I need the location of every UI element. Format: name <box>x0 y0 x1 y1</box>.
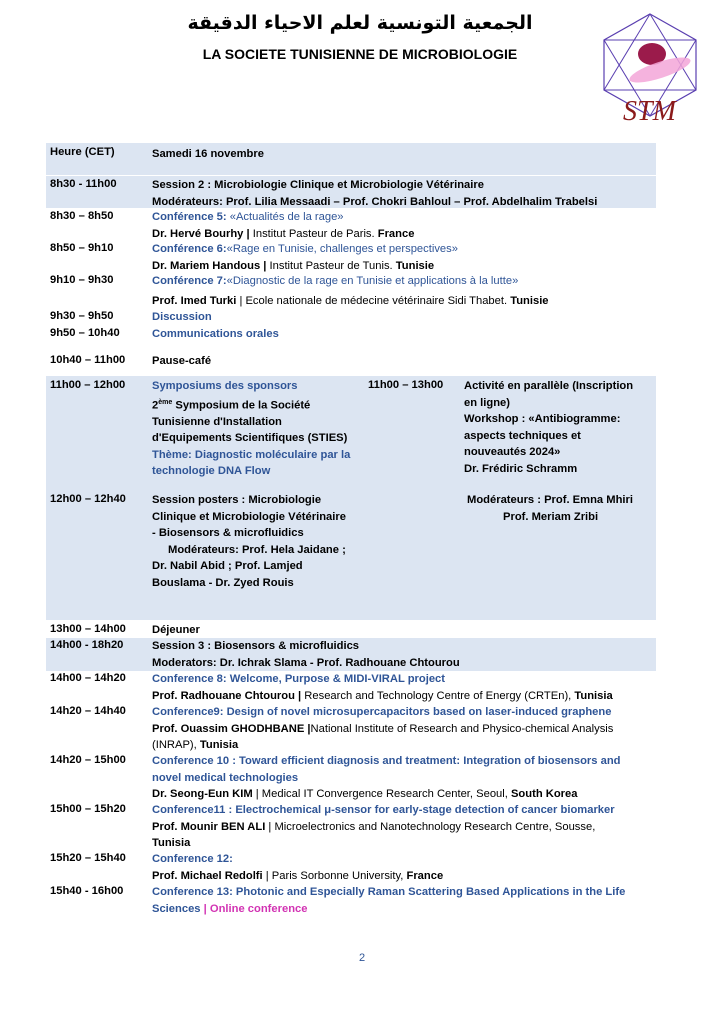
conference-6 <box>152 241 652 274</box>
symposium-description: Symposium de la Société Tunisienne d'Installation d'Equipements Scientifiques (STIES) <box>152 399 348 445</box>
table-row <box>46 622 656 639</box>
workshop-moderator-1: Modérateurs : Prof. Emna Mhiri <box>467 494 633 506</box>
table-row <box>46 671 656 704</box>
speaker: Prof. Ouassim GHODHBANE | <box>152 722 311 735</box>
speaker: Dr. Mariem Handous | <box>152 259 267 272</box>
poster-moderators: Modérateurs: Prof. Hela Jaidane ; <box>168 543 346 556</box>
table-row <box>46 753 656 803</box>
country: Tunisie <box>507 294 549 307</box>
time-cell: 9h50 – 10h40 <box>50 327 120 339</box>
online-conference-label: Online conference <box>209 902 308 915</box>
country: France <box>403 869 444 882</box>
separator: | <box>200 902 210 915</box>
parallel-activity <box>464 378 644 477</box>
workshop-speaker: Dr. Frédiric Schramm <box>464 462 578 475</box>
table-row <box>46 884 656 918</box>
time-cell: 13h00 – 14h00 <box>50 623 126 635</box>
speaker: Dr. Hervé Bourhy | <box>152 227 250 240</box>
conference-9 <box>152 704 652 754</box>
poster-session-title: Session posters : Microbiologie Clinique et Microbiologie Vétérinaire - Biosensors & microfluidics <box>152 494 346 539</box>
symposium-block <box>46 376 656 620</box>
workshop-title: Workshop : «Antibiogramme: aspects techniques et nouveautés 2024» <box>464 413 621 458</box>
session-title: Session 2 : Microbiologie Clinique et Microbiologie Vétérinaire <box>152 179 484 191</box>
table-row <box>46 273 656 311</box>
conference-label: Conférence 5: <box>152 211 227 223</box>
session-2-title <box>152 177 652 210</box>
table-row <box>46 309 656 326</box>
coffee-break: Pause-café <box>152 355 212 367</box>
poster-session <box>152 492 352 591</box>
ordinal-suffix: ème <box>158 398 173 406</box>
session-title: Session 3 : Biosensors & microfluidics <box>152 640 360 652</box>
table-row <box>46 176 656 208</box>
speaker: Prof. Michael Redolfi <box>152 869 263 882</box>
affiliation: Institut Pasteur de Tunis. <box>266 259 393 272</box>
country: Tunisia <box>196 739 239 751</box>
conference-title: «Actualités de la rage» <box>226 211 344 223</box>
conference-title: Conference 8: Welcome, Purpose & MIDI-VIRAL project <box>152 673 446 685</box>
table-row <box>46 638 656 671</box>
conference-13 <box>152 884 652 917</box>
symposium-theme: Thème: Diagnostic moléculaire par la technologie DNA Flow <box>152 448 351 478</box>
time-cell: 11h00 – 12h00 <box>50 379 126 391</box>
conference-title: Conference 12: <box>152 853 233 865</box>
country: Tunisia <box>152 837 191 849</box>
table-row <box>46 802 656 852</box>
affiliation: National Institute of Research and Physico-chemical Analysis (INRAP), <box>152 722 614 751</box>
table-row <box>46 326 656 346</box>
affiliation: | Medical IT Convergence Research Center, Seoul, <box>252 788 508 800</box>
conference-title: «Diagnostic de la rage en Tunisie et applications à la lutte» <box>226 275 519 287</box>
country: Tunisie <box>392 259 435 272</box>
oral-communications: Communications orales <box>152 328 279 340</box>
speaker: Prof. Radhouane Chtourou | <box>152 689 302 702</box>
time-cell: 14h00 - 18h20 <box>50 639 124 651</box>
time-cell: 8h50 – 9h10 <box>50 242 114 254</box>
arabic-title: الجمعية التونسية لعلم الاحياء الدقيقة <box>187 12 533 34</box>
time-cell: 9h10 – 9h30 <box>50 274 114 286</box>
day-header: Samedi 16 novembre <box>152 148 264 160</box>
symposium-title: Symposiums des sponsors <box>152 380 298 392</box>
time-cell: 14h00 – 14h20 <box>50 672 126 684</box>
table-row <box>46 353 656 373</box>
conference-11 <box>152 802 652 852</box>
conference-10 <box>152 753 652 803</box>
logo-text: STM <box>623 96 676 127</box>
workshop-moderators <box>467 492 657 525</box>
speaker: Dr. Seong-Eun KIM <box>152 788 253 800</box>
conference-12 <box>152 851 652 884</box>
conference-label: Conférence 6: <box>152 243 227 255</box>
conference-title: «Rage en Tunisie, challenges et perspectives» <box>226 243 458 255</box>
session-3 <box>152 638 652 671</box>
time-cell: 14h20 – 14h40 <box>50 705 126 717</box>
time-column-header: Heure (CET) <box>50 146 115 158</box>
page-number: 2 <box>358 952 366 964</box>
session-moderators: Moderators: Dr. Ichrak Slama - Prof. Radhouane Chtourou <box>152 656 460 669</box>
lunch: Déjeuner <box>152 624 200 636</box>
conference-8 <box>152 671 652 704</box>
table-row <box>46 851 656 884</box>
conference-title: Conference 10 : Toward efficient diagnosis and treatment: Integration of biosensors and novel medical technologies <box>152 755 621 784</box>
speaker: Prof. Mounir BEN ALI <box>152 820 266 833</box>
table-header <box>46 143 656 175</box>
society-title: LA SOCIETE TUNISIENNE DE MICROBIOLOGIE <box>202 46 518 62</box>
conference-7 <box>152 273 652 309</box>
time-cell: 9h30 – 9h50 <box>50 310 114 322</box>
conference-5 <box>152 209 652 242</box>
conference-title: Conference 13: Photonic and Especially Raman Scattering Based Applications in the Life Sciences <box>152 886 626 915</box>
conference-title: Conference9: Design of novel microsupercapacitors based on laser-induced graphene <box>152 706 612 718</box>
time-cell: 10h40 – 11h00 <box>50 354 126 366</box>
country: Tunisia <box>571 689 613 702</box>
parallel-title: Activité en parallèle (Inscription en ligne) <box>464 380 634 409</box>
speaker: Prof. Imed Turki <box>152 294 237 307</box>
conference-title: Conference11 : Electrochemical μ-sensor for early-stage detection of cancer biomarker <box>152 804 615 816</box>
affiliation: | Ecole nationale de médecine vétérinaire Sidi Thabet. <box>236 294 508 307</box>
country: France <box>374 227 415 240</box>
time-cell: 15h40 - 16h00 <box>50 885 124 897</box>
country: South Korea <box>507 788 578 800</box>
affiliation: Institut Pasteur de Paris. <box>249 227 375 240</box>
affiliation: | Paris Sorbonne University, <box>262 869 404 882</box>
discussion: Discussion <box>152 311 212 323</box>
conference-label: Conférence 7: <box>152 275 227 287</box>
time-cell: 14h20 – 15h00 <box>50 754 126 766</box>
time-cell: 12h00 – 12h40 <box>50 493 126 505</box>
session-moderators: Modérateurs: Prof. Lilia Messaadi – Prof. Chokri Bahloul – Prof. Abdelhalim Trabelsi <box>152 195 598 208</box>
affiliation: Research and Technology Centre of Energy (CRTEn), <box>301 689 572 702</box>
table-row <box>46 704 656 754</box>
poster-moderators-cont: Dr. Nabil Abid ; Prof. Lamjed Bouslama - Dr. Zyed Rouis <box>152 560 303 589</box>
symposium <box>152 378 360 480</box>
parallel-time: 11h00 – 13h00 <box>368 379 444 391</box>
table-row <box>46 241 656 274</box>
time-cell: 15h00 – 15h20 <box>50 803 126 815</box>
time-cell: 8h30 - 11h00 <box>50 178 117 190</box>
affiliation: | Microelectronics and Nanotechnology Research Centre, Sousse, <box>265 820 596 833</box>
workshop-moderator-2: Prof. Meriam Zribi <box>503 510 599 523</box>
time-cell: 8h30 – 8h50 <box>50 210 114 222</box>
table-row <box>46 209 656 242</box>
time-cell: 15h20 – 15h40 <box>50 852 126 864</box>
symposium-number: 2 <box>152 399 159 412</box>
